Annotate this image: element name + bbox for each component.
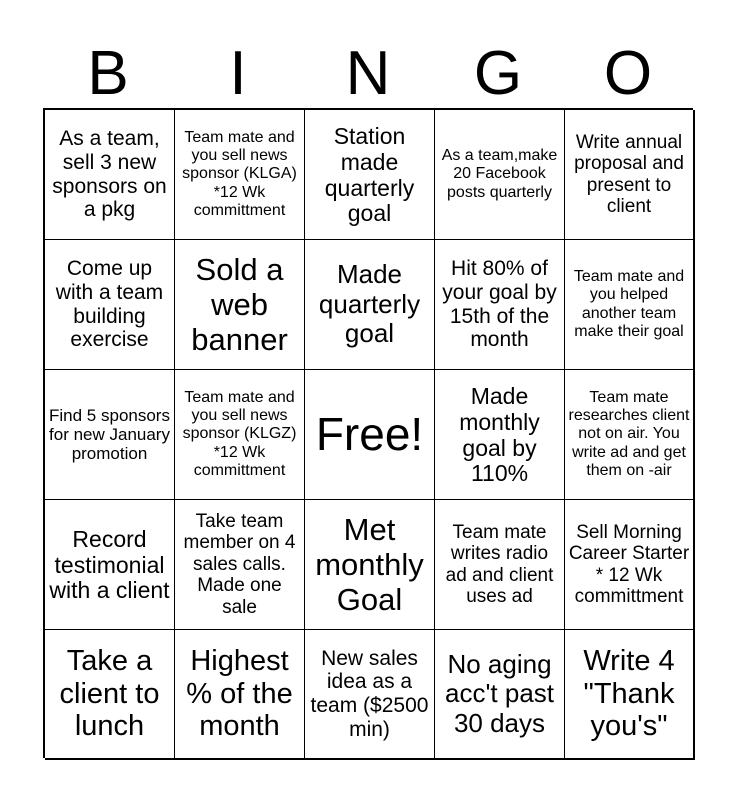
- bingo-board: [43, 108, 693, 758]
- header-letter-g: G: [473, 39, 523, 108]
- bingo-cell: Team mate and you helped another team make their goal: [565, 240, 695, 370]
- bingo-cell: Team mate and you sell news sponsor (KLGZ) *12 Wk committment: [175, 370, 305, 500]
- bingo-cell: Team mate writes radio ad and client uses ad: [435, 500, 565, 630]
- header-letter-n: N: [345, 39, 391, 108]
- bingo-cell: Made monthly goal by 110%: [435, 370, 565, 500]
- bingo-cell: New sales idea as a team ($2500 min): [305, 630, 435, 760]
- bingo-cell: No aging acc't past 30 days: [435, 630, 565, 760]
- bingo-cell: Team mate researches client not on air. You write ad and get them on -air: [565, 370, 695, 500]
- bingo-cell: Sold a web banner: [175, 240, 305, 370]
- bingo-cell: Made quarterly goal: [305, 240, 435, 370]
- bingo-cell: Sell Morning Career Starter * 12 Wk committment: [565, 500, 695, 630]
- bingo-header: [43, 38, 693, 110]
- bingo-cell: Met monthly Goal: [305, 500, 435, 630]
- bingo-cell: Find 5 sponsors for new January promotion: [45, 370, 175, 500]
- bingo-cell: Record testimonial with a client: [45, 500, 175, 630]
- bingo-cell: As a team,make 20 Facebook posts quarterly: [435, 110, 565, 240]
- free-space-cell: Free!: [305, 370, 435, 500]
- header-letter-i: I: [229, 39, 247, 108]
- bingo-cell: Write 4 "Thank you's": [565, 630, 695, 760]
- bingo-cell: Hit 80% of your goal by 15th of the month: [435, 240, 565, 370]
- bingo-cell: Take team member on 4 sales calls. Made one sale: [175, 500, 305, 630]
- header-letter-b: B: [87, 39, 129, 108]
- header-letter-o: O: [603, 39, 653, 108]
- bingo-cell: Highest % of the month: [175, 630, 305, 760]
- bingo-cell: Take a client to lunch: [45, 630, 175, 760]
- bingo-cell: As a team, sell 3 new sponsors on a pkg: [45, 110, 175, 240]
- bingo-cell: Station made quarterly goal: [305, 110, 435, 240]
- bingo-cell: Team mate and you sell news sponsor (KLGA) *12 Wk committment: [175, 110, 305, 240]
- bingo-cell: Write annual proposal and present to client: [565, 110, 695, 240]
- bingo-cell: Come up with a team building exercise: [45, 240, 175, 370]
